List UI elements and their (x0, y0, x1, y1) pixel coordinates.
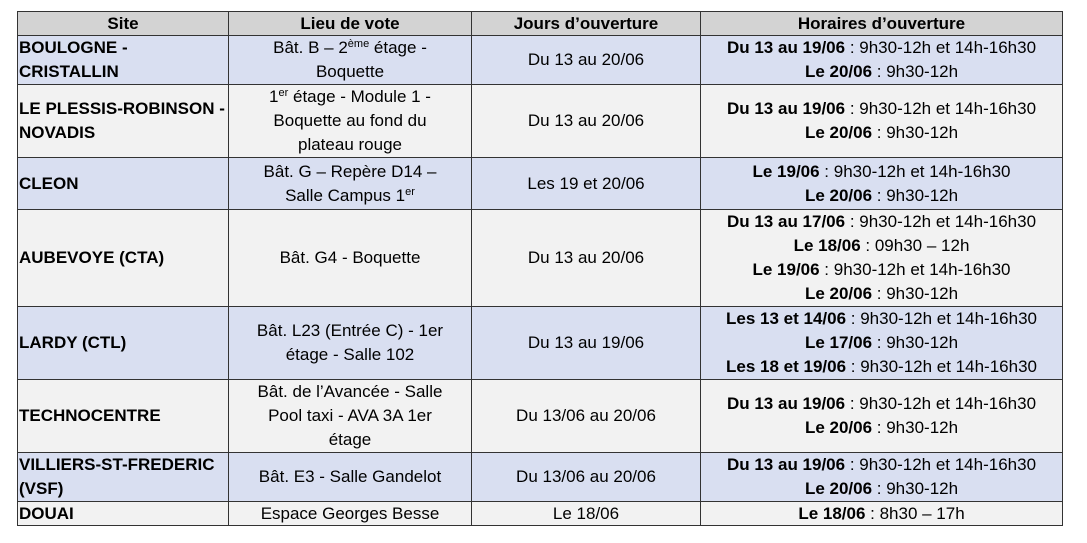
voting-sites-table (17, 11, 1063, 526)
horaire-date: Le 20/06 (804, 284, 873, 303)
horaire-date: Du 13 au 19/06 (726, 38, 846, 57)
horaire-hours: : 9h30-12h (872, 333, 959, 352)
horaire-date: Le 19/06 (752, 161, 820, 181)
horaire-hours: : 9h30-12h (872, 62, 959, 81)
site-text: VILLIERS-ST-FREDERIC (19, 455, 215, 474)
lieu-text: Bât. L23 (Entrée C) - 1er (256, 321, 444, 340)
lieu-cell (229, 210, 472, 307)
horaire-hours: : 8h30 – 17h (865, 503, 965, 523)
lieu-text: plateau rouge (298, 135, 402, 154)
horaire-hours: : 9h30-12h et 14h-16h30 (819, 260, 1011, 279)
horaire-hours: : 09h30 – 12h (860, 236, 970, 255)
horaires-cell (701, 210, 1063, 307)
site-cell: LE PLESSIS-ROBINSON - NOVADIS (18, 85, 229, 158)
horaire-hours: : 9h30-12h et 14h-16h30 (845, 455, 1037, 474)
horaire-hours: : 9h30-12h et 14h-16h30 (845, 38, 1037, 57)
lieu-text: Bât. G4 - Boquette (279, 248, 421, 267)
jours-cell: Les 19 et 20/06 (472, 158, 701, 210)
horaire-date: Le 18/06 (798, 503, 866, 523)
site-cell: BOULOGNE - CRISTALLIN (18, 36, 229, 85)
horaires-cell (701, 85, 1063, 158)
site-cell: DOUAI (18, 502, 229, 526)
site-cell: TECHNOCENTRE (18, 380, 229, 453)
jours-cell: Du 13 au 20/06 (472, 85, 701, 158)
horaires-cell (701, 158, 1063, 210)
horaire-date: Du 13 au 19/06 (726, 99, 846, 118)
lieu-text: étage - (369, 38, 427, 57)
horaire-hours: : 9h30-12h (872, 185, 959, 205)
jours-cell: Du 13 au 19/06 (472, 307, 701, 380)
horaire-date: Le 20/06 (804, 479, 873, 498)
horaire-date: Le 18/06 (793, 236, 861, 255)
site-text: (VSF) (19, 479, 64, 498)
site-cell: LARDY (CTL) (18, 307, 229, 380)
horaire-hours: : 9h30-12h (872, 418, 959, 437)
lieu-cell (229, 85, 472, 158)
header-row (18, 12, 1063, 36)
lieu-text: Pool taxi - AVA 3A 1er (268, 406, 432, 425)
horaires-cell (701, 502, 1063, 526)
horaires-cell (701, 380, 1063, 453)
lieu-cell (229, 453, 472, 502)
lieu-text: Boquette (315, 62, 385, 81)
horaire-hours: : 9h30-12h et 14h-16h30 (845, 99, 1037, 118)
table-row (18, 380, 1063, 453)
horaire-date: Le 20/06 (804, 62, 873, 81)
horaire-date: Les 18 et 19/06 (726, 357, 847, 376)
jours-cell: Le 18/06 (472, 502, 701, 526)
lieu-cell (229, 158, 472, 210)
lieu-text: Espace Georges Besse (260, 503, 440, 523)
horaire-hours: : 9h30-12h et 14h-16h30 (846, 309, 1037, 328)
table-row (18, 158, 1063, 210)
lieu-text: Salle Campus 1 (285, 185, 406, 205)
lieu-text: étage - Module 1 - (288, 87, 431, 106)
jours-cell: Du 13 au 20/06 (472, 36, 701, 85)
horaire-hours: : 9h30-12h et 14h-16h30 (845, 212, 1037, 231)
site-cell: AUBEVOYE (CTA) (18, 210, 229, 307)
header-site: Site (18, 12, 229, 36)
horaire-date: Le 20/06 (804, 185, 873, 205)
horaires-cell (701, 307, 1063, 380)
site-cell (18, 453, 229, 502)
horaire-date: Du 13 au 17/06 (726, 212, 846, 231)
horaire-hours: : 9h30-12h et 14h-16h30 (846, 357, 1037, 376)
table-row (18, 210, 1063, 307)
horaires-cell (701, 453, 1063, 502)
table-row (18, 36, 1063, 85)
lieu-text: Bât. E3 - Salle Gandelot (258, 467, 442, 486)
jours-cell: Du 13/06 au 20/06 (472, 453, 701, 502)
horaire-date: Le 20/06 (804, 123, 873, 142)
header-lieu: Lieu de vote (229, 12, 472, 36)
horaire-date: Le 19/06 (752, 260, 820, 279)
lieu-cell (229, 502, 472, 526)
jours-cell: Du 13 au 20/06 (472, 210, 701, 307)
lieu-sup: er (405, 185, 415, 198)
horaire-hours: : 9h30-12h (872, 123, 959, 142)
table-row (18, 453, 1063, 502)
lieu-cell (229, 36, 472, 85)
lieu-sup: er (278, 87, 289, 99)
table-row (18, 307, 1063, 380)
site-cell: CLEON (18, 158, 229, 210)
lieu-cell (229, 307, 472, 380)
jours-cell: Du 13/06 au 20/06 (472, 380, 701, 453)
horaire-date: Du 13 au 19/06 (726, 455, 846, 474)
header-jours: Jours d’ouverture (472, 12, 701, 36)
horaire-hours: : 9h30-12h (872, 479, 959, 498)
horaire-hours: : 9h30-12h et 14h-16h30 (845, 394, 1037, 413)
horaire-hours: : 9h30-12h et 14h-16h30 (819, 161, 1011, 181)
horaire-date: Du 13 au 19/06 (726, 394, 846, 413)
horaires-cell (701, 36, 1063, 85)
horaire-date: Les 13 et 14/06 (726, 309, 847, 328)
lieu-text: Bât. G – Repère D14 – (263, 161, 437, 181)
horaire-date: Le 17/06 (804, 333, 873, 352)
lieu-text: 1 (269, 87, 279, 106)
lieu-text: étage - Salle 102 (285, 345, 415, 364)
lieu-text: Boquette au fond du (273, 111, 427, 130)
horaire-hours: : 9h30-12h (872, 284, 959, 303)
header-horaires: Horaires d’ouverture (701, 12, 1063, 36)
lieu-text: étage (328, 430, 372, 449)
lieu-text: Bât. de l’Avancée - Salle (257, 382, 443, 401)
table-row (18, 502, 1063, 526)
table-row (18, 85, 1063, 158)
horaire-date: Le 20/06 (804, 418, 873, 437)
lieu-sup: ème (347, 38, 370, 50)
lieu-cell (229, 380, 472, 453)
lieu-text: Bât. B – 2 (273, 38, 348, 57)
